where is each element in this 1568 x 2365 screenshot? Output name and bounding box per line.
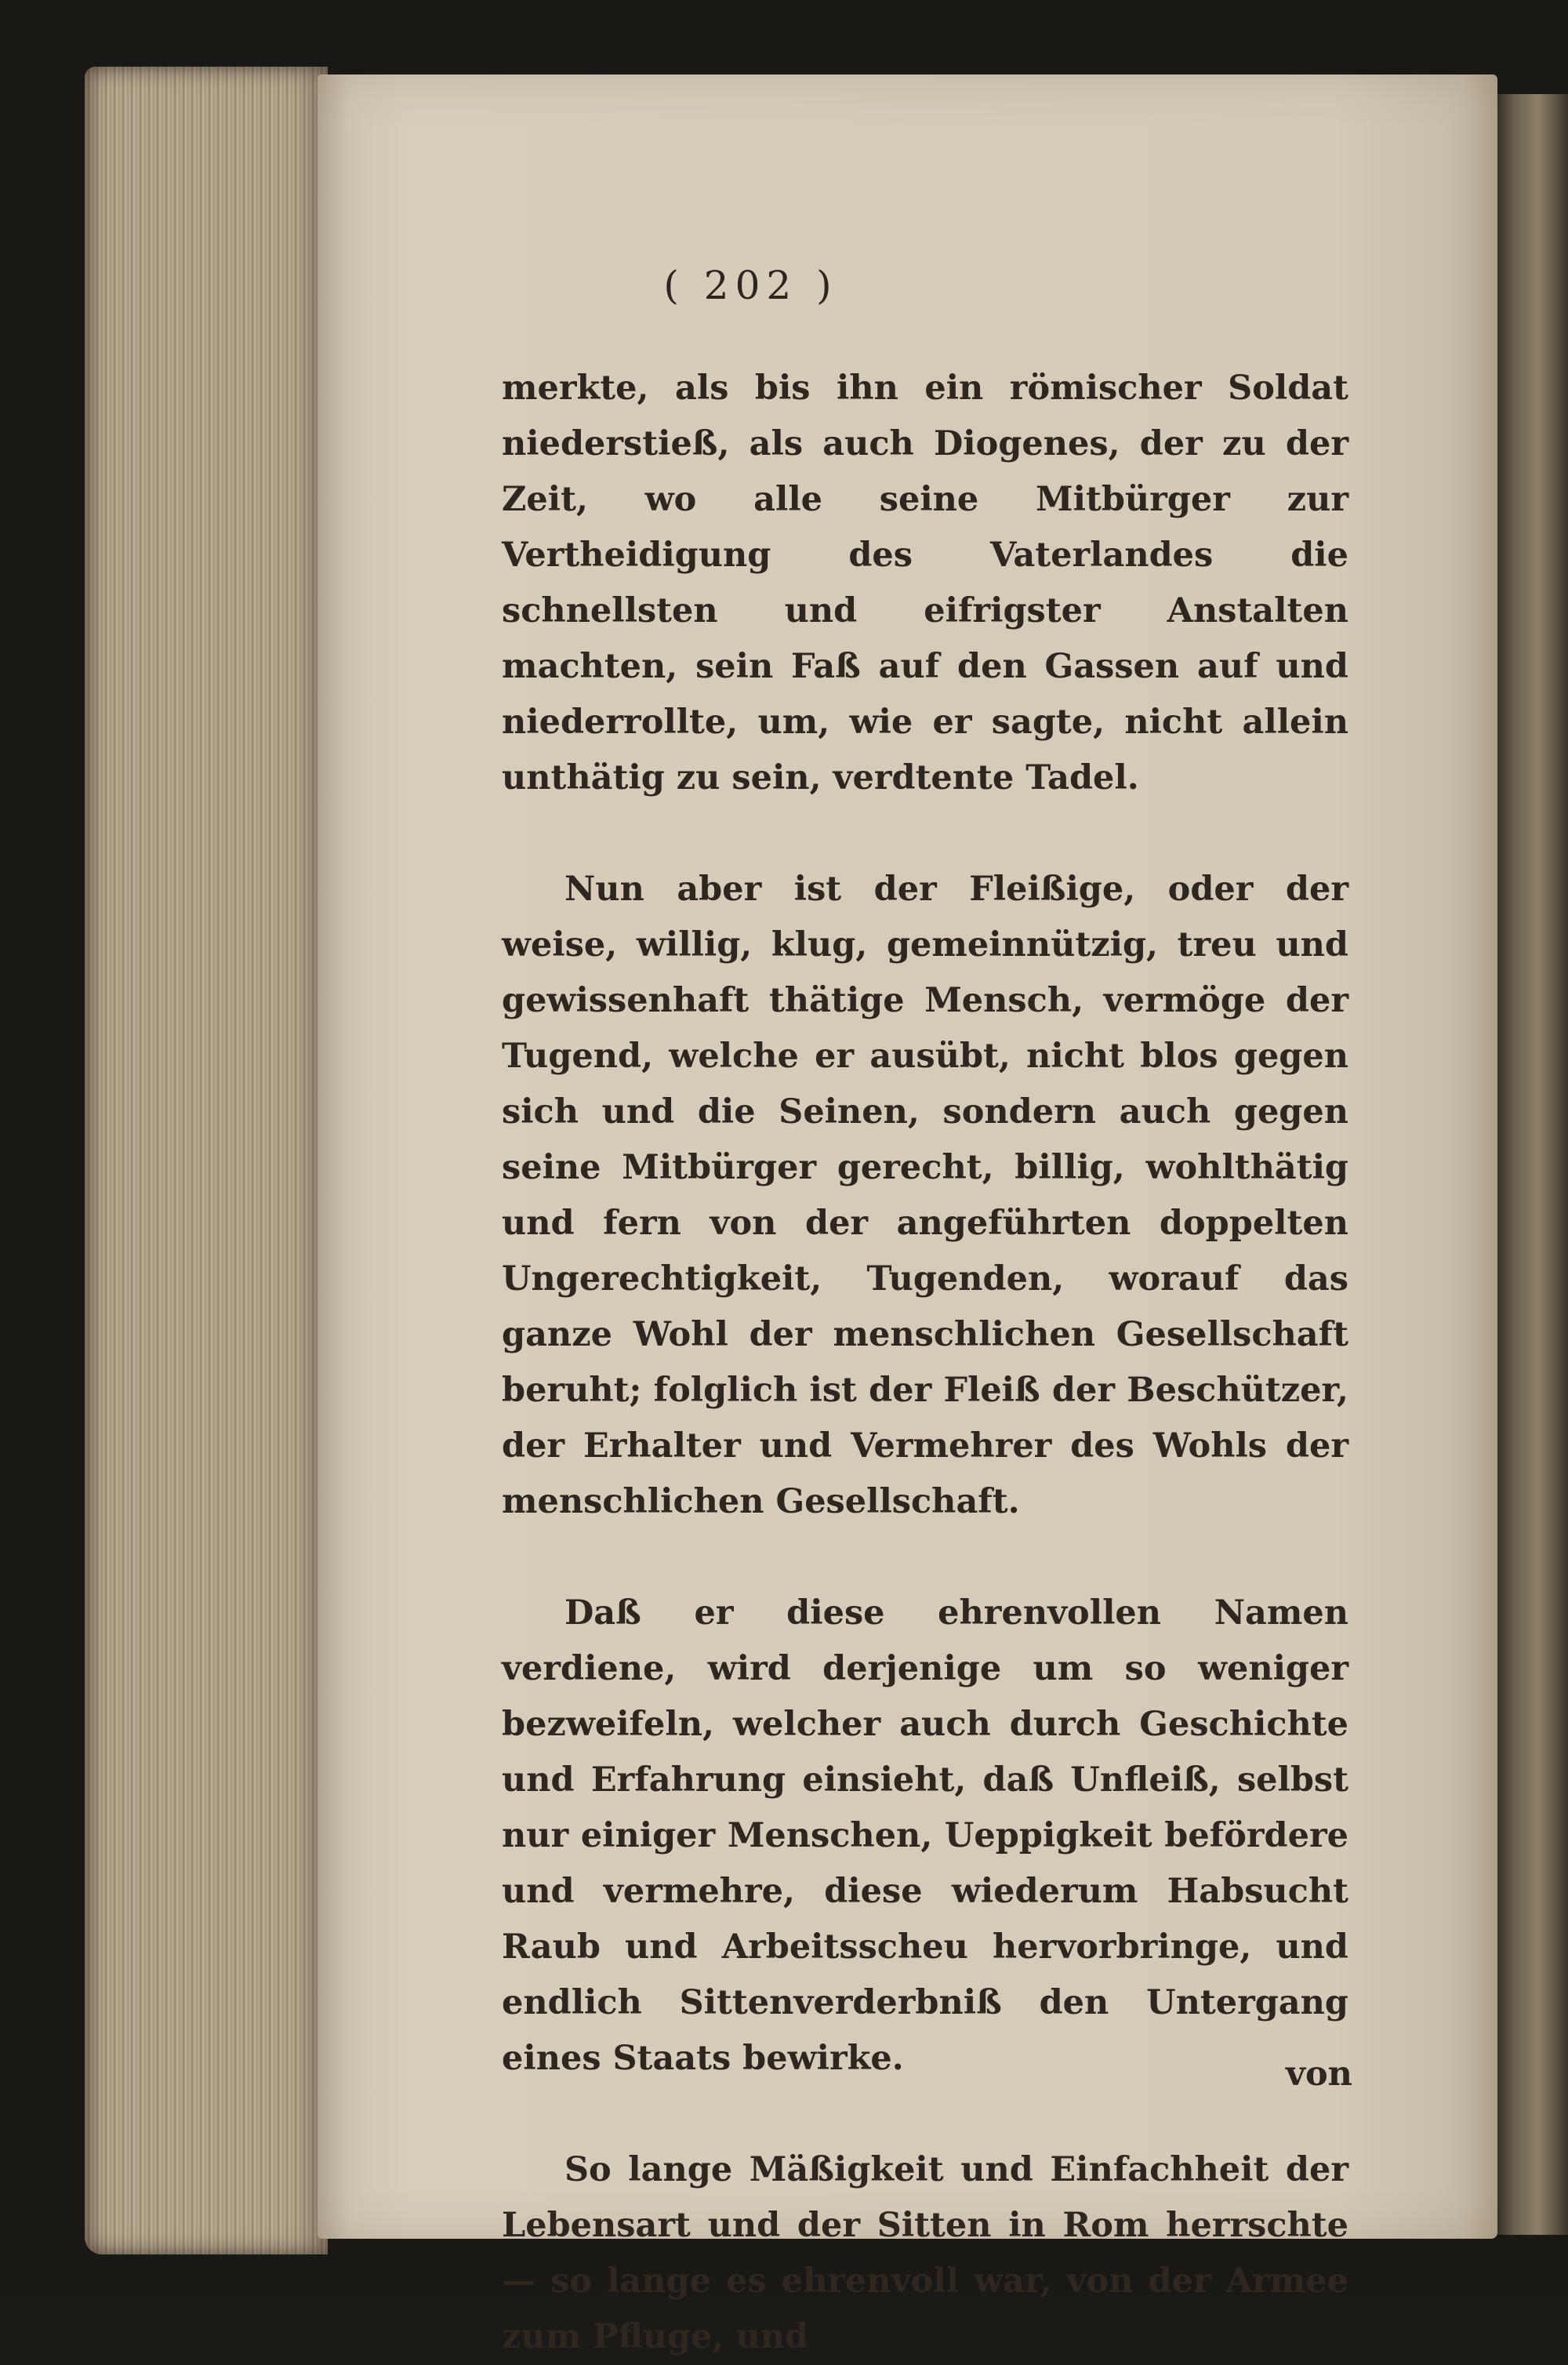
paragraph: merkte, als bis ihn ein römischer Soldat niederstieß, als auch Diogenes, der zu der Zeit, wo alle seine Mitbürger zur Vertheidigung des Vaterlandes die schnellsten und eifrigster Anstalten machten, sein Faß auf den Gassen auf und niederrollte, um, wie er sagte, nicht allein unthätig zu sein, verdtente Tadel.	[502, 369, 1348, 797]
page-number: ( 202 )	[663, 263, 838, 308]
paragraph: Nun aber ist der Fleißige, oder der weise, willig, klug, gemeinnützig, treu und gewissenhaft thätige Mensch, vermöge der Tugend, welche er ausübt, nicht blos gegen sich und die Seinen, sondern auch gegen seine Mitbürger gerecht, billig, wohlthätig und fern von der angeführten doppelten Ungerechtigkeit, Tugenden, worauf das ganze Wohl der menschlichen Gesellschaft beruht; folglich ist der Fleiß der Beschützer, der Erhalter und Vermehrer des Wohls der menschlichen Gesellschaft.	[502, 870, 1348, 1521]
book-page	[318, 74, 1497, 2356]
paragraph: So lange Mäßigkeit und Einfachheit der Lebensart und der Sitten in Rom herrschte — so lange es ehrenvoll war, von der Armee zum Pfluge, und	[502, 2150, 1348, 2356]
facing-page-edge	[1494, 94, 1568, 2235]
page-text	[502, 361, 1348, 2365]
paragraph: Daß er diese ehrenvollen Namen verdiene, wird derjenige um so weniger bezweifeln, welcher auch durch Geschichte und Erfahrung einsieht, daß Unfleiß, selbst nur einiger Menschen, Ueppigkeit befördere und vermehre, diese wiederum Habsucht Raub und Arbeitsscheu hervorbringe, und endlich Sittenverderbniß den Untergang eines Staats bewirke.	[502, 1593, 1348, 2078]
catchword: von	[1286, 2054, 1352, 2094]
book-page-edges	[85, 67, 328, 2254]
